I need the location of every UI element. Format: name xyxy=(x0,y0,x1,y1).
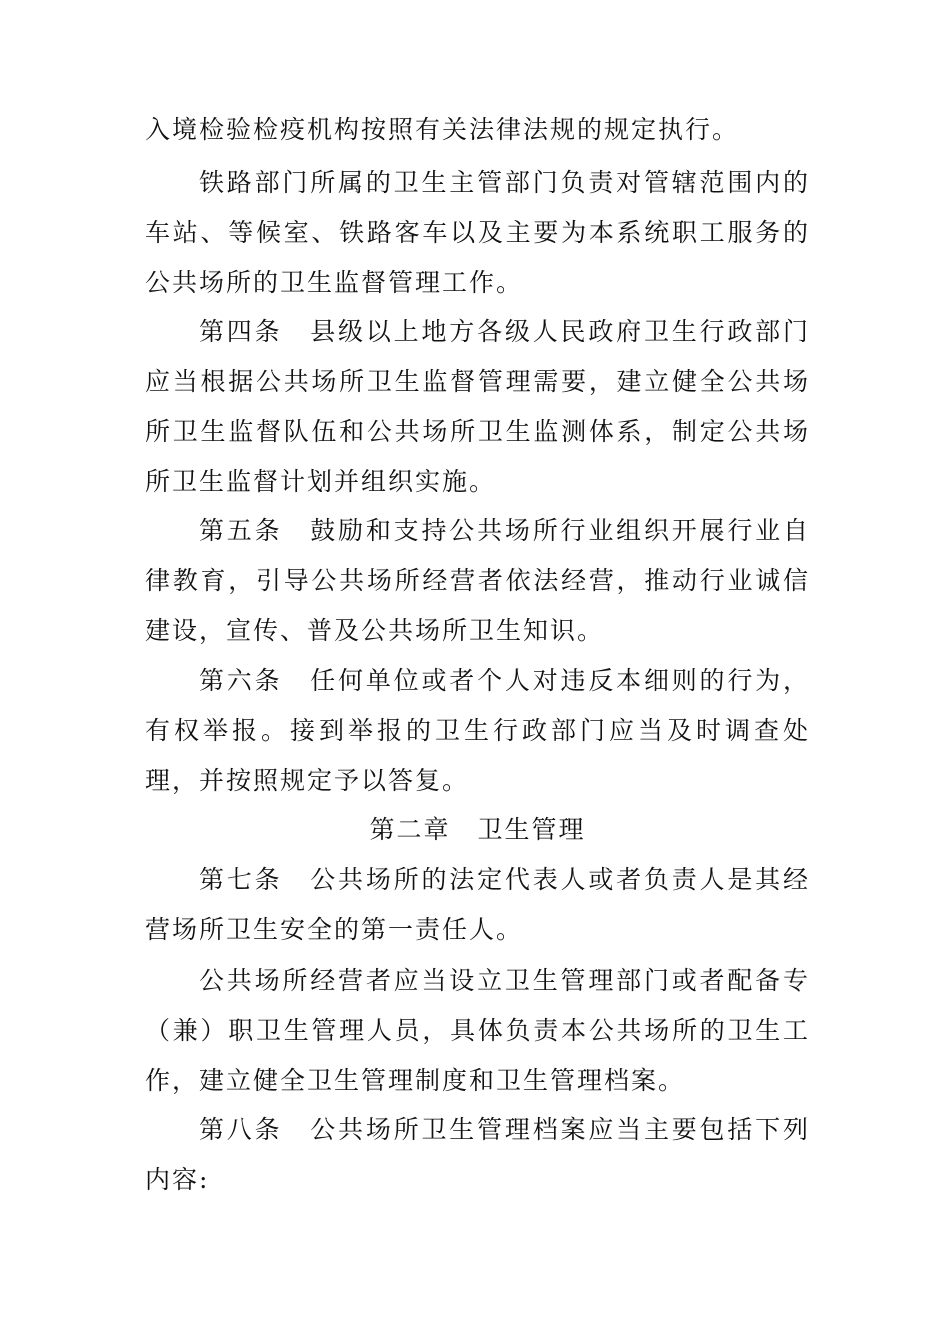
paragraph-railway: 铁路部门所属的卫生主管部门负责对管辖范围内的车站、等候室、铁路客车以及主要为本系统职工服务的公共场所的卫生监督管理工作。 xyxy=(145,168,810,297)
paragraph-continuation: 入境检验检疫机构按照有关法律法规的规定执行。 xyxy=(145,115,740,144)
article-4: 第四条 县级以上地方各级人民政府卫生行政部门应当根据公共场所卫生监督管理需要，建立健全公共场所卫生监督队伍和公共场所卫生监测体系，制定公共场所卫生监督计划并组织实施。 xyxy=(145,317,810,496)
paragraph-management: 公共场所经营者应当设立卫生管理部门或者配备专（兼）职卫生管理人员，具体负责本公共场所的卫生工作，建立健全卫生管理制度和卫生管理档案。 xyxy=(145,966,810,1095)
article-5: 第五条 鼓励和支持公共场所行业组织开展行业自律教育，引导公共场所经营者依法经营，推动行业诚信建设，宣传、普及公共场所卫生知识。 xyxy=(145,516,810,645)
article-6: 第六条 任何单位或者个人对违反本细则的行为，有权举报。接到举报的卫生行政部门应当及时调查处理，并按照规定予以答复。 xyxy=(145,666,810,795)
article-7: 第七条 公共场所的法定代表人或者负责人是其经营场所卫生安全的第一责任人。 xyxy=(145,865,810,944)
article-8: 第八条 公共场所卫生管理档案应当主要包括下列内容: xyxy=(145,1115,810,1194)
chapter-heading: 第二章 卫生管理 xyxy=(369,815,586,844)
